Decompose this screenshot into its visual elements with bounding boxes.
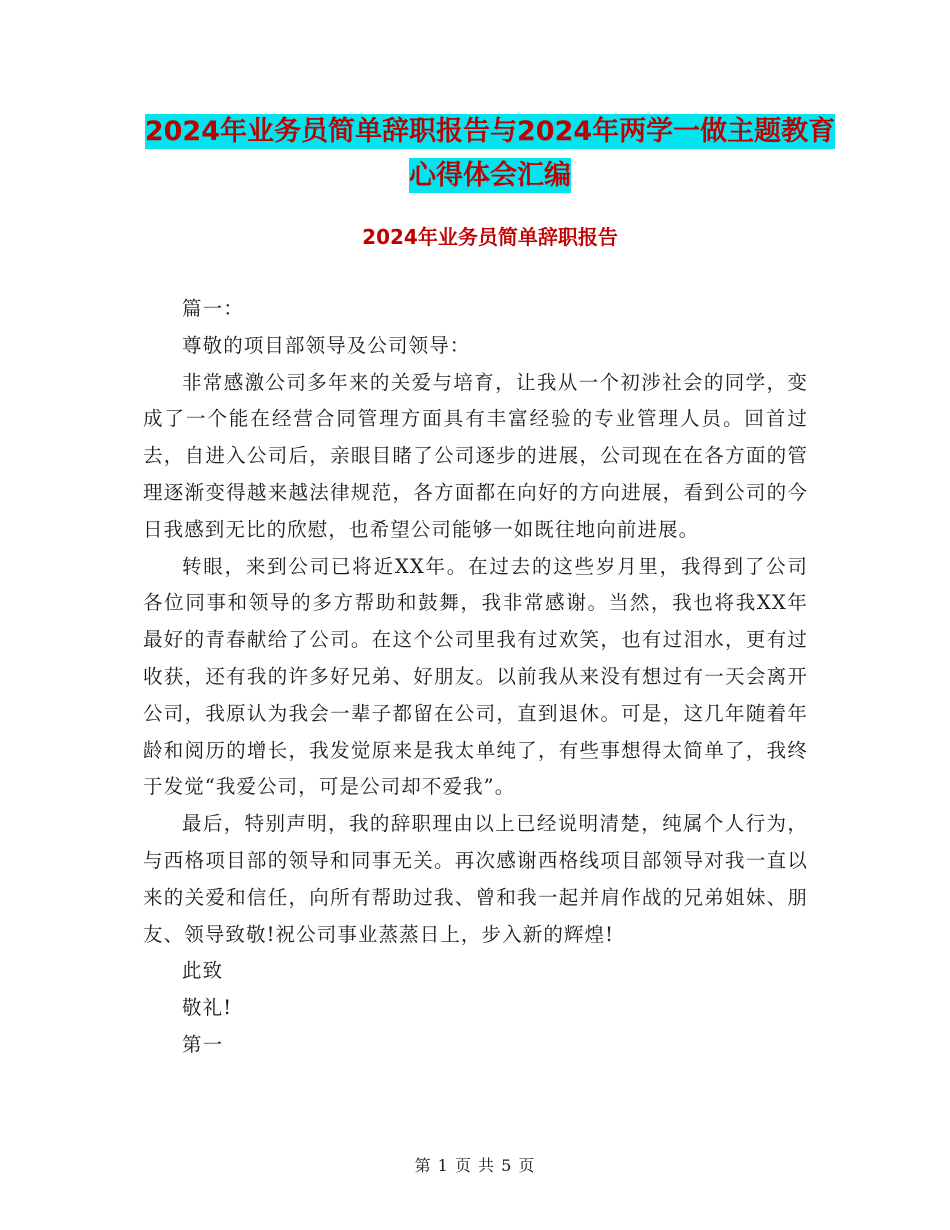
paragraph: 尊敬的项目部领导及公司领导： bbox=[182, 333, 471, 357]
paragraph: 敬礼! bbox=[182, 996, 233, 1020]
document-body bbox=[143, 291, 808, 1064]
title-highlight: 2024年业务员简单辞职报告与2024年两学一做主题教育心得体会汇编 bbox=[144, 116, 836, 191]
paragraph: 转眼，来到公司已将近XX年。在过去的这些岁月里，我得到了公司各位同事和领导的多方帮助和鼓舞，我非常感谢。当然，我也将我XX年最好的青春献给了公司。在这个公司里我有过欢笑，也有过泪水，更有过收获，还有我的许多好兄弟、好朋友。以前我从来没有想过有一天会离开公司，我原认为我会一辈子都留在公司，直到退休。可是，这几年随着年龄和阅历的增长，我发觉原来是我太单纯了，有些事想得太简单了，我终于发觉“我爱公司，可是公司却不爱我”。 bbox=[143, 554, 808, 799]
paragraph: 最后，特别声明，我的辞职理由以上已经说明清楚，纯属个人行为，与西格项目部的领导和同事无关。再次感谢西格线项目部领导对我一直以来的关爱和信任，向所有帮助过我、曾和我一起并肩作战的兄弟姐妹、朋友、领导致敬!祝公司事业蒸蒸日上，步入新的辉煌! bbox=[143, 812, 808, 946]
section-title: 2024年业务员简单辞职报告 bbox=[362, 225, 618, 249]
paragraph: 非常感激公司多年来的关爱与培育，让我从一个初涉社会的同学，变成了一个能在经营合同管理方面具有丰富经验的专业管理人员。回首过去，自进入公司后，亲眼目睹了公司逐步的进展，公司现在在各方面的管理逐渐变得越来越法律规范，各方面都在向好的方向进展，看到公司的今日我感到无比的欣慰，也希望公司能够一如既往地向前进展。 bbox=[143, 370, 808, 541]
page-number-label: 第 1 页 共 5 页 bbox=[414, 1156, 536, 1175]
paragraph: 第一 bbox=[182, 1032, 224, 1056]
page-footer bbox=[0, 1153, 950, 1176]
paragraph: 此致 bbox=[182, 959, 224, 983]
document-title bbox=[140, 110, 840, 198]
paragraph: 篇一： bbox=[182, 297, 244, 320]
